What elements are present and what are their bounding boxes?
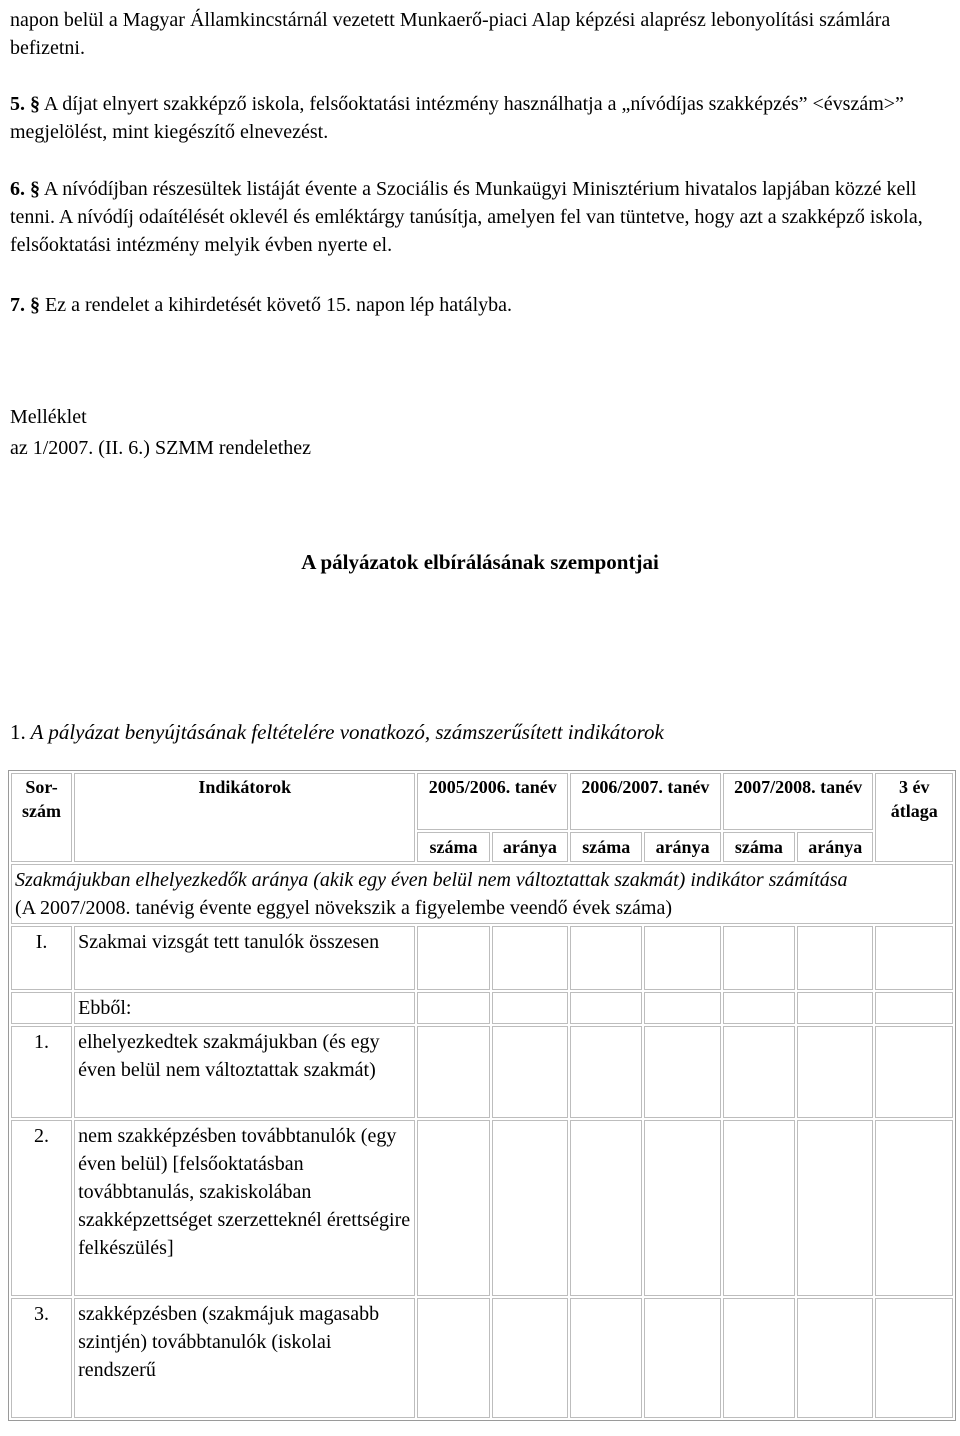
data-cell <box>417 1026 489 1118</box>
subheader-szama: száma <box>723 832 795 862</box>
subheader-aranya: aránya <box>644 832 720 862</box>
paragraph-5-text: A díjat elnyert szakképző iskola, felsőoktatási intézmény használhatja a „nívódíjas szakképzés” <évszám>” megjelölést, mint kiegészítő elnevezést. <box>10 93 904 143</box>
row-number <box>11 992 72 1024</box>
table-row <box>11 926 953 990</box>
data-cell <box>570 926 642 990</box>
paragraph-7-text: Ez a rendelet a kihirdetését követő 15. napon lép hatályba. <box>40 294 513 316</box>
data-cell <box>723 1298 795 1418</box>
data-cell <box>492 992 568 1024</box>
data-cell <box>644 1120 720 1296</box>
table-header-row <box>11 773 953 830</box>
row-number: I. <box>11 926 72 990</box>
data-cell <box>644 1026 720 1118</box>
data-cell <box>797 1298 873 1418</box>
span-cell <box>11 864 953 924</box>
table-span-row <box>11 864 953 924</box>
data-cell <box>723 926 795 990</box>
main-title: A pályázatok elbírálásának szempontjai <box>301 550 659 574</box>
header-indikatorok: Indikátorok <box>74 773 415 862</box>
indicator-table <box>8 770 956 1421</box>
data-cell <box>875 1120 953 1296</box>
data-cell <box>797 926 873 990</box>
section-1-title: A pályázat benyújtásának feltételére vonatkozó, számszerűsített indikátorok <box>30 720 664 744</box>
data-cell <box>492 926 568 990</box>
paragraph-7-number: 7. <box>10 294 25 316</box>
data-cell <box>797 992 873 1024</box>
row-number: 1. <box>11 1026 72 1118</box>
subheader-aranya: aránya <box>492 832 568 862</box>
section-sign-icon: § <box>30 178 40 200</box>
table-row <box>11 992 953 1024</box>
section-1-number: 1. <box>10 720 26 744</box>
paragraph-6 <box>10 175 950 259</box>
header-average: 3 év átlaga <box>875 773 953 862</box>
data-cell <box>723 1026 795 1118</box>
data-cell <box>875 1298 953 1418</box>
annex-heading <box>10 403 950 462</box>
data-cell <box>644 926 720 990</box>
row-label: elhelyezkedtek szakmájukban (és egy éven belül nem változtattak szakmát) <box>74 1026 415 1118</box>
row-number: 2. <box>11 1120 72 1296</box>
data-cell <box>492 1026 568 1118</box>
section-sign-icon: § <box>30 294 40 316</box>
annex-line-1: Melléklet <box>10 406 87 428</box>
section-1-heading <box>10 718 664 746</box>
subheader-aranya: aránya <box>797 832 873 862</box>
data-cell <box>570 992 642 1024</box>
data-cell <box>797 1120 873 1296</box>
row-label: Szakmai vizsgát tett tanulók összesen <box>74 926 415 990</box>
paragraph-5 <box>10 90 950 146</box>
data-cell <box>875 1026 953 1118</box>
data-cell <box>570 1026 642 1118</box>
span-title: Szakmájukban elhelyezkedők aránya (akik egy éven belül nem változtattak szakmát) indikátor számítása <box>15 869 848 891</box>
data-cell <box>723 1120 795 1296</box>
data-cell <box>417 926 489 990</box>
paragraph-5-number: 5. <box>10 93 25 115</box>
data-cell <box>644 992 720 1024</box>
row-number: 3. <box>11 1298 72 1418</box>
data-cell <box>417 1298 489 1418</box>
section-sign-icon: § <box>30 93 40 115</box>
span-note: (A 2007/2008. tanévig évente eggyel növekszik a figyelembe veendő évek száma) <box>15 897 672 919</box>
data-cell <box>644 1298 720 1418</box>
table-row <box>11 1120 953 1296</box>
subheader-szama: száma <box>570 832 642 862</box>
subheader-szama: száma <box>417 832 489 862</box>
table-row <box>11 1298 953 1418</box>
header-year-2005: 2005/2006. tanév <box>417 773 568 830</box>
header-year-2006: 2006/2007. tanév <box>570 773 721 830</box>
data-cell <box>570 1298 642 1418</box>
row-label: szakképzésben (szakmájuk magasabb szintjén) továbbtanulók (iskolai rendszerű <box>74 1298 415 1418</box>
intro-paragraph: napon belül a Magyar Államkincstárnál vezetett Munkaerő-piaci Alap képzési alaprész lebonyolítási számlára befizetni. <box>10 9 891 59</box>
data-cell <box>797 1026 873 1118</box>
row-label: Ebből: <box>74 992 415 1024</box>
paragraph-7 <box>10 291 950 319</box>
data-cell <box>875 926 953 990</box>
header-year-2007: 2007/2008. tanév <box>723 773 874 830</box>
annex-line-2: az 1/2007. (II. 6.) SZMM rendelethez <box>10 437 312 459</box>
data-cell <box>492 1120 568 1296</box>
data-cell <box>570 1120 642 1296</box>
data-cell <box>417 992 489 1024</box>
data-cell <box>417 1120 489 1296</box>
data-cell <box>723 992 795 1024</box>
data-cell <box>875 992 953 1024</box>
paragraph-6-number: 6. <box>10 178 25 200</box>
paragraph-6-text: A nívódíjban részesültek listáját évente a Szociális és Munkaügyi Minisztérium hivatalos lapjában közzé kell tenni. A nívódíj odaítélését oklevél és emléktárgy tanúsítja, amelyen fel van tüntetve, hogy azt a szakképző iskola, felsőoktatási intézmény melyik évben nyerte el. <box>10 178 923 256</box>
row-label: nem szakképzésben továbbtanulók (egy éven belül) [felsőoktatásban továbbtanulás, szakiskolában szakképzettséget szerzetteknél érettségire felkészülés] <box>74 1120 415 1296</box>
header-sorszam: Sor-szám <box>11 773 72 862</box>
table-row <box>11 1026 953 1118</box>
data-cell <box>492 1298 568 1418</box>
